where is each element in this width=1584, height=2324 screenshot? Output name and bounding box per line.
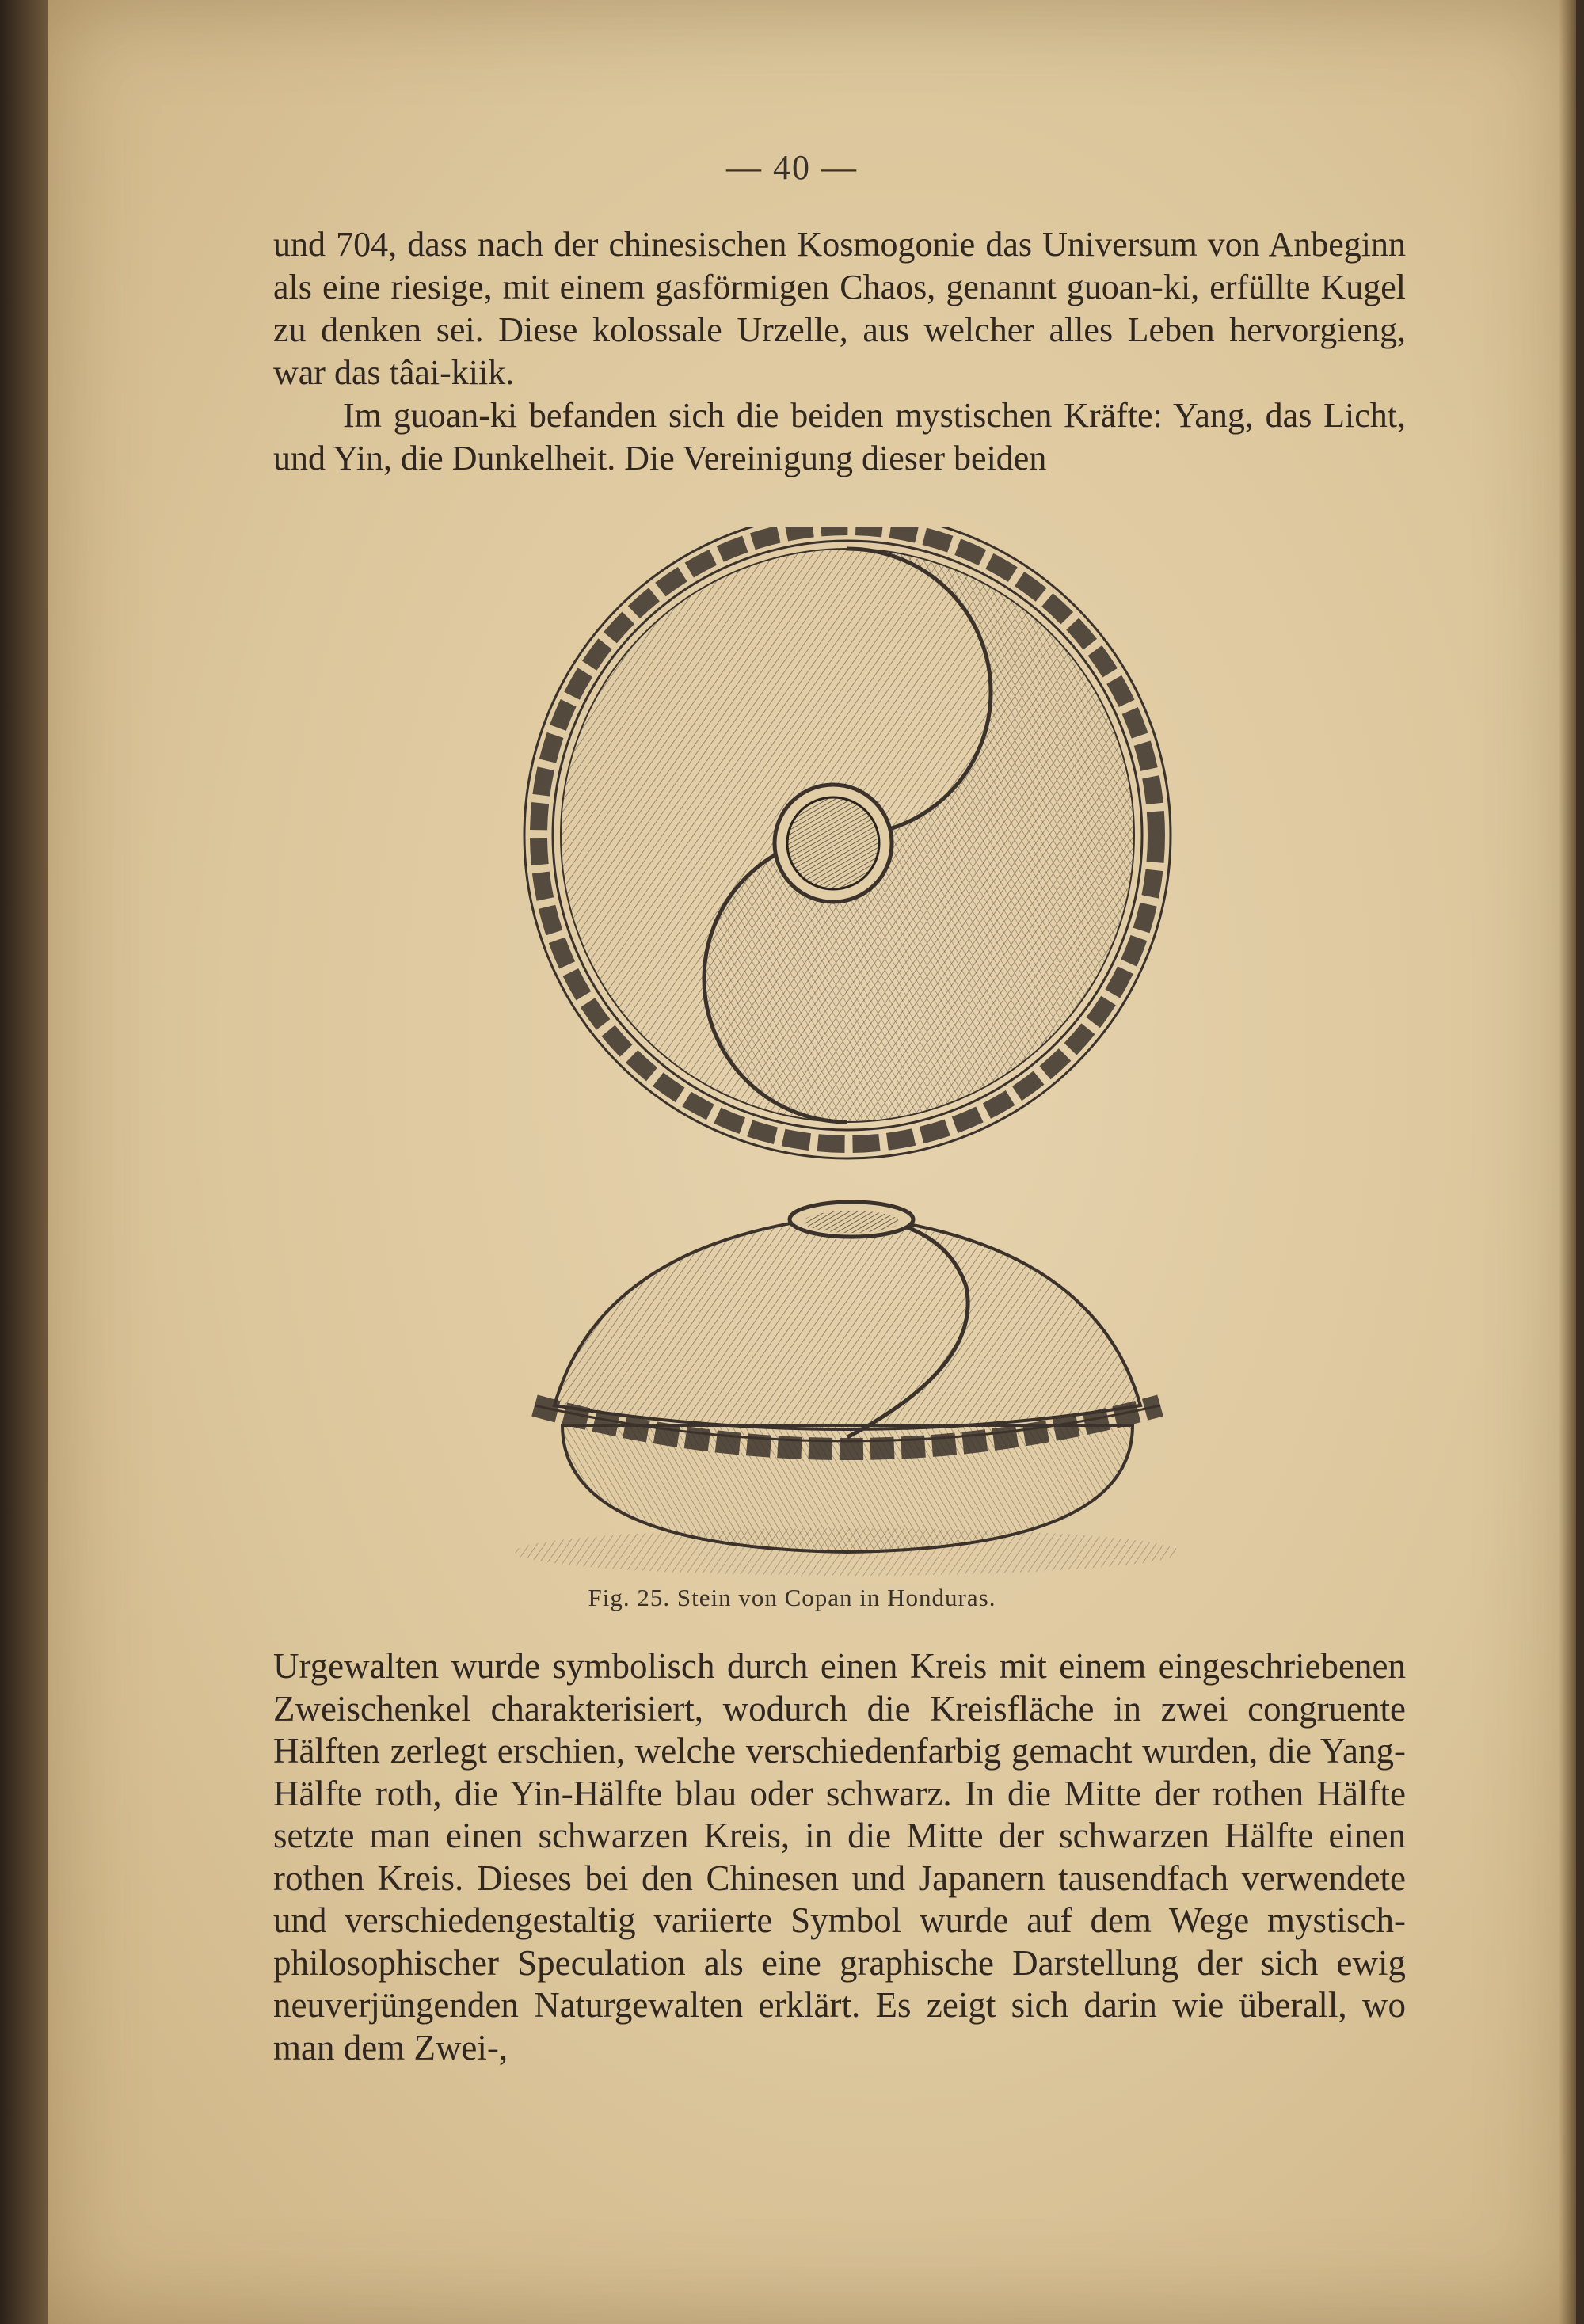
text-block-top [273,223,1406,480]
figure-copan-stone [507,527,1196,1588]
stone-side-view [515,1202,1180,1576]
page-edge [1559,0,1576,2324]
text-block-bottom [273,1645,1406,2069]
stone-top-view [524,527,1171,1158]
paragraph-2: Im guoan-ki befanden sich die beiden mystischen Kräfte: Yang, das Licht, und Yin, die Dunkelheit. Die Vereinigung dieser beiden [273,396,1406,477]
paragraph-1: und 704, dass nach der chinesischen Kosmogonie das Universum von Anbeginn als eine riesige, mit einem gasförmigen Chaos, genannt guoan-ki, erfüllte Kugel zu denken sei. Diese kolossale Urzelle, aus welcher alles Leben hervorgieng, war das tâai-kiik. [273,225,1406,392]
figure-caption: Fig. 25. Stein von Copan in Honduras. [588,1584,996,1611]
paragraph-3: Urgewalten wurde symbolisch durch einen Kreis mit einem eingeschriebenen Zweischenkel charakterisiert, wodurch die Kreisfläche in zwei congruente Hälften zerlegt erschien, welche verschiedenfarbig gemacht wurden, die Yang-Hälfte roth, die Yin-Hälfte blau oder schwarz. In die Mitte der rothen Hälfte setzte man einen schwarzen Kreis, in die Mitte der schwarzen Hälfte einen rothen Kreis. Dieses bei den Chinesen und Japanern tausendfach verwendete und verschiedengestaltig variierte Symbol wurde auf dem Wege mystisch-philosophischer Speculation als eine graphische Darstellung der sich ewig neuverjüngenden Naturgewalten erklärt. Es zeigt sich darin wie überall, wo man dem Zwei-, [273,1646,1406,2067]
page-number: — 40 — [726,148,858,187]
